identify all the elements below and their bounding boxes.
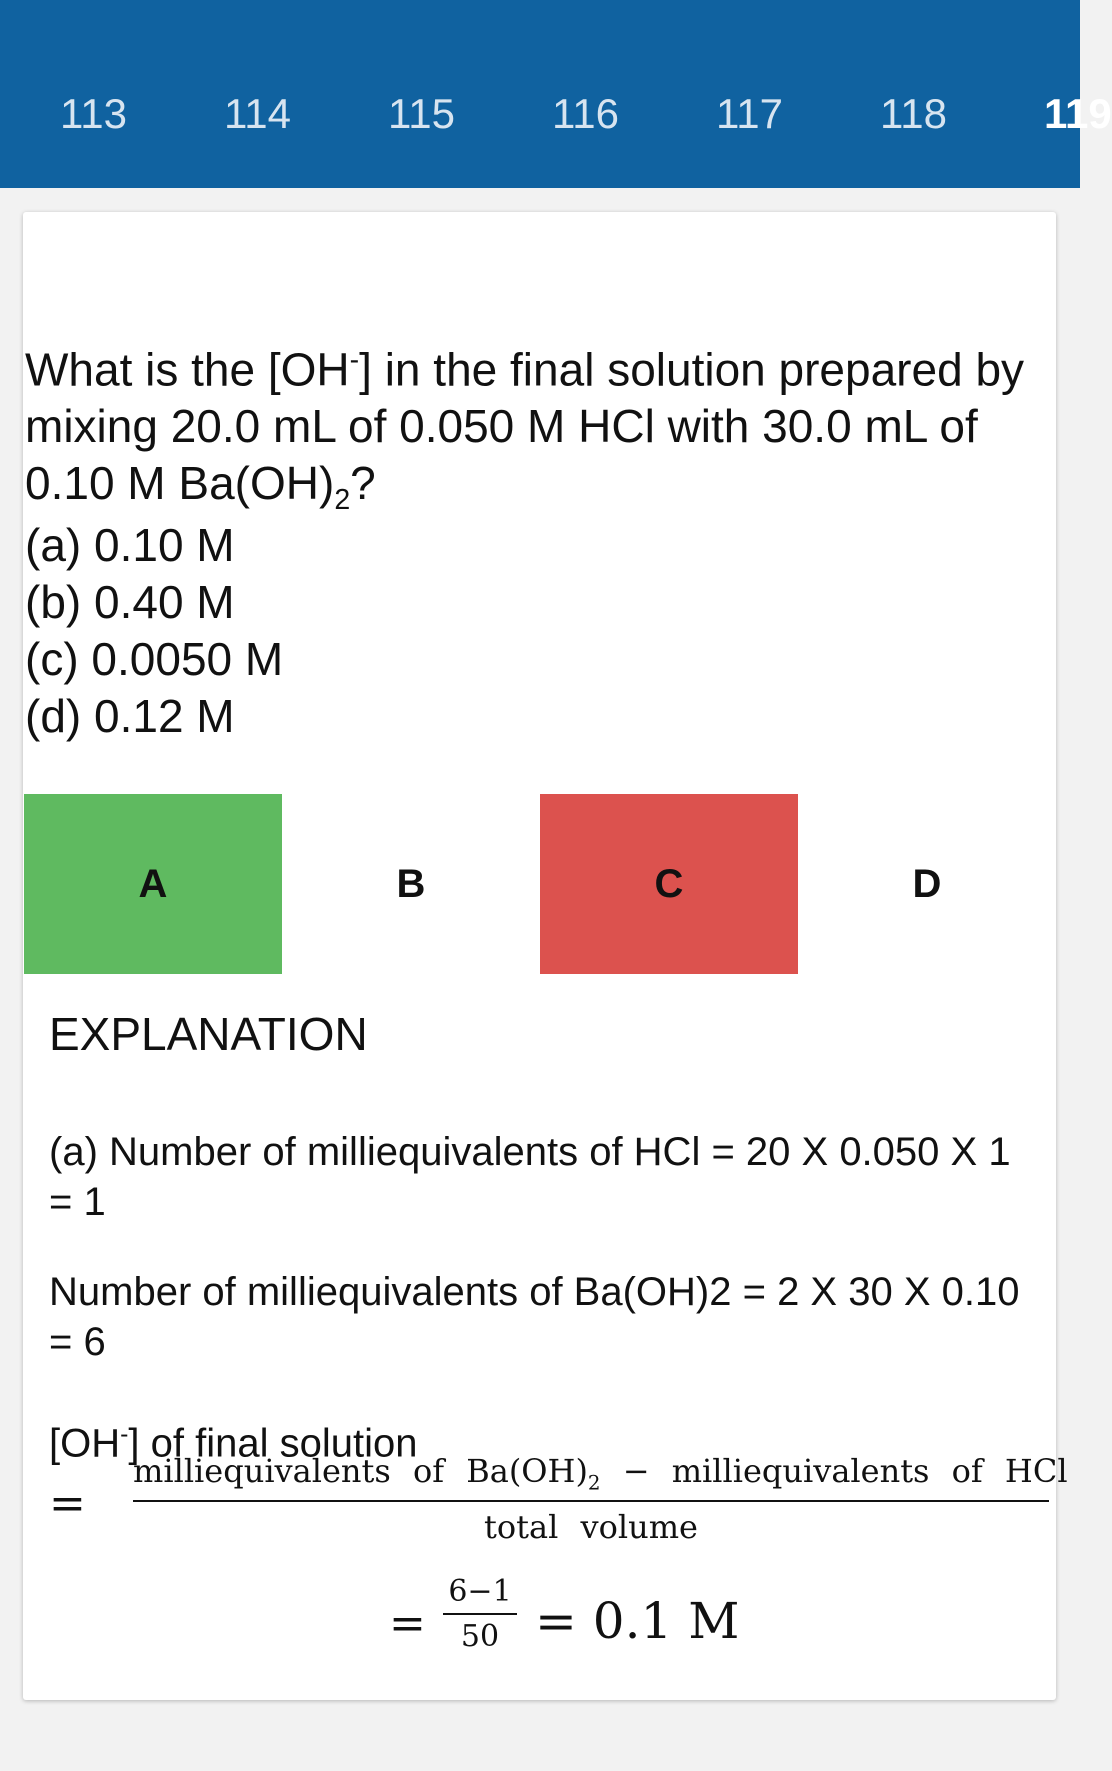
answer-buttons xyxy=(24,794,1056,974)
tab-119[interactable]: 119 xyxy=(1044,90,1112,137)
question-card xyxy=(23,212,1068,1700)
explanation-line-3: [OH-] of final solution xyxy=(49,1421,418,1466)
answer-a-button[interactable]: A xyxy=(24,794,282,974)
question-text: What is the [OH-] in the final solution prepared by mixing 20.0 mL of 0.050 M HCl with 30.0 mL of 0.10 M $Ba(OH)_2$? xyxy=(25,343,1025,517)
option-c: (c) 0.0050 M xyxy=(25,633,284,685)
tab-117[interactable]: 117 xyxy=(716,90,783,137)
explanation-line-2: Number of milliequivalents of Ba(OH)2 = 2 X 30 X 0.10 = 6 xyxy=(49,1270,1020,1364)
result-denominator: 50 xyxy=(460,1619,500,1654)
fraction-denominator: total volume xyxy=(484,1508,698,1547)
formula-fraction xyxy=(49,1452,1068,1552)
question-tab-bar[interactable] xyxy=(0,0,1112,188)
answer-c-button[interactable]: C xyxy=(540,794,798,974)
explanation-line-1: (a) Number of milliequivalents of HCl = 20 X 0.050 X 1 = 1 xyxy=(49,1130,1011,1224)
result-formula xyxy=(23,1574,1056,1664)
option-a: (a) 0.10 M xyxy=(25,519,235,571)
option-b: (b) 0.40 M xyxy=(25,576,235,628)
equals-sign: = xyxy=(49,1478,86,1529)
result-equals-sign: = xyxy=(389,1598,426,1649)
result-numerator: 6−1 xyxy=(448,1574,512,1609)
option-d: (d) 0.12 M xyxy=(25,690,235,742)
tab-114[interactable]: 114 xyxy=(224,90,291,137)
result-value: = 0.1 M xyxy=(535,1592,740,1650)
fraction xyxy=(133,1452,1068,1547)
tab-113[interactable]: 113 xyxy=(60,90,127,137)
tab-118[interactable]: 118 xyxy=(880,90,947,137)
explanation-title: EXPLANATION xyxy=(49,1008,368,1060)
fraction-numerator: milliequivalents of $Ba(OH)_2$ − milliequivalents of HCl xyxy=(133,1452,1068,1495)
tab-115[interactable]: 115 xyxy=(388,90,455,137)
result-fraction xyxy=(443,1574,517,1654)
tab-116[interactable]: 116 xyxy=(552,90,619,137)
answer-b-button[interactable]: B xyxy=(396,861,426,906)
options-list xyxy=(25,517,283,745)
answer-d-button[interactable]: D xyxy=(912,861,942,906)
